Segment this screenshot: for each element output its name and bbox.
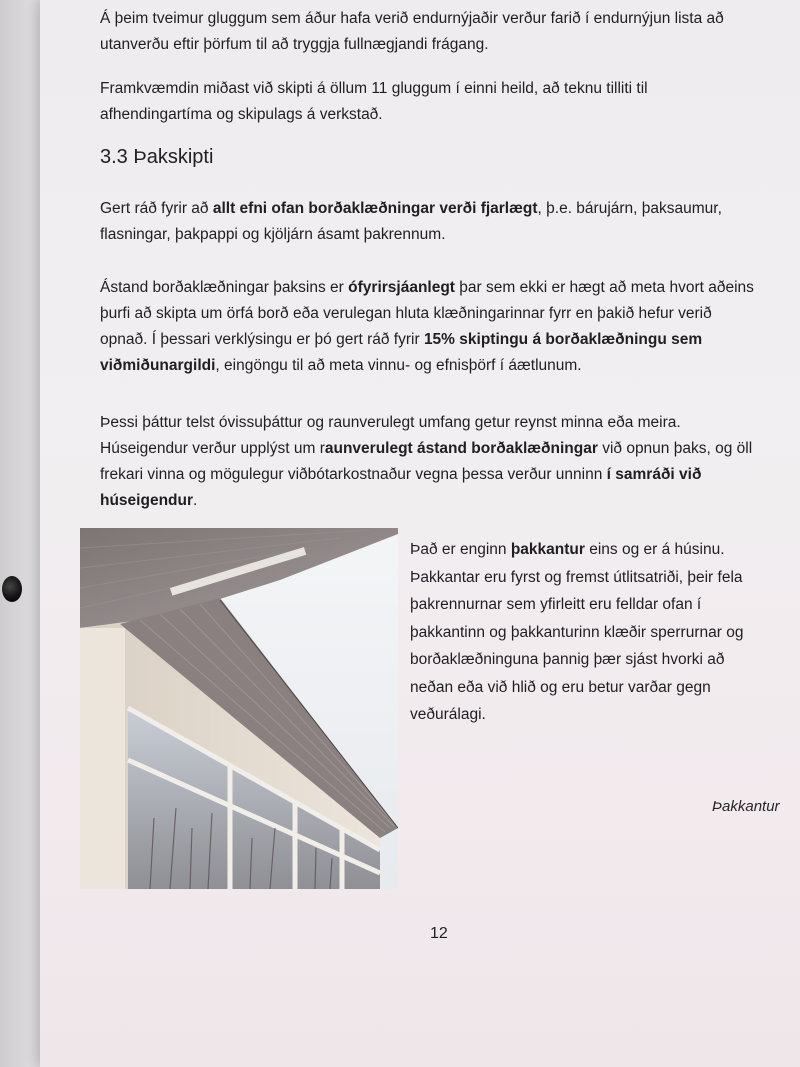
p3-bold: allt efni ofan borðaklæðningar verði fjarlægt — [212, 200, 538, 217]
figure-caption: Þakkantur — [712, 798, 780, 815]
p5-line3: frekari vinna og mögulegur viðbótarkostnaður vegna þessa verður unninn — [100, 466, 607, 483]
p3-text: Gert ráð fyrir að — [100, 200, 213, 217]
side-line1-bold: þakkantur — [510, 541, 585, 558]
p5-line2-bold: aunverulegt ástand borðaklæðningar — [324, 440, 598, 457]
p1-line1: Á þeim tveimur gluggum sem áður hafa verið endurnýjaðir verður farið í endurnýjun lista að — [100, 10, 724, 27]
paragraph-uncertainty — [100, 410, 780, 514]
p4-bold: ófyrirsjáanlegt — [348, 279, 455, 296]
side-line1: Það er enginn — [410, 541, 511, 558]
side-line5: borðaklæðninguna þannig þær sjást hvorki að — [410, 651, 725, 668]
p5-line4-bold: húseigendur — [100, 492, 194, 509]
side-line1-end: eins og er á húsinu. — [584, 541, 725, 558]
paragraph-window-lists — [100, 6, 780, 58]
p5-line4: . — [193, 492, 198, 509]
p2-line2: afhendingartíma og skipulags á verkstað. — [100, 106, 383, 123]
binder-hole — [2, 576, 22, 602]
p4-text2: þar sem ekki er hægt að meta hvort aðeins — [454, 279, 754, 296]
section-heading: 3.3 Þakskipti — [100, 146, 214, 168]
eaves-photo — [80, 528, 398, 889]
side-line4: þakkantinn og þakkanturinn klæðir sperrurnar og — [410, 623, 744, 641]
p5-line2-end: við opnun þaks, og öll — [597, 440, 753, 457]
paragraph-window-replacement — [100, 76, 780, 128]
side-text — [410, 536, 780, 729]
p2-line1: Framkvæmdin miðast við skipti á öllum 11 gluggum í einni heild, að teknu tilliti til — [100, 80, 648, 97]
p5-line2: Húseigendur verður upplýst um r — [100, 440, 325, 457]
p3-text2: , þ.e. bárujárn, þaksaumur, — [537, 200, 722, 217]
p3-line2: flasningar, þakpappi og kjöljárn ásamt þakrennum. — [100, 226, 446, 243]
p4-line2: þurfi að skipta um örfá borð eða verulegan hluta klæðningarinnar fyrr en þakið hefur verið — [100, 305, 712, 322]
p4-line4-bold: viðmiðunargildi — [100, 357, 216, 374]
side-line3: þakrennurnar sem yfirleitt eru felldar ofan í — [410, 596, 702, 613]
side-line2: Þakkantar eru fyrst og fremst útlitsatriði, þeir fela — [410, 568, 743, 586]
p4-line3: opnað. Í þessari verklýsingu er þó gert ráð fyrir — [100, 331, 424, 348]
paragraph-board-condition — [100, 275, 780, 379]
p5-line1: Þessi þáttur telst óvissuþáttur og raunverulegt umfang getur reynst minna eða meira. — [100, 414, 681, 431]
paragraph-roof-removal — [100, 196, 780, 248]
p4-text: Ástand borðaklæðningar þaksins er — [100, 279, 349, 296]
page-number: 12 — [430, 925, 448, 942]
p4-line4: , eingöngu til að meta vinnu- og efnisþörf í áætlunum. — [215, 357, 582, 374]
p5-line3-bold: í samráði við — [606, 466, 702, 483]
p4-line3-bold: 15% skiptingu á borðaklæðningu sem — [423, 331, 703, 348]
side-line7: veðurálagi. — [410, 706, 486, 723]
p1-line2: utanverðu eftir þörfum til að tryggja fullnægjandi frágang. — [100, 36, 489, 53]
side-line6: neðan eða við hlið og eru betur varðar gegn — [410, 678, 711, 696]
